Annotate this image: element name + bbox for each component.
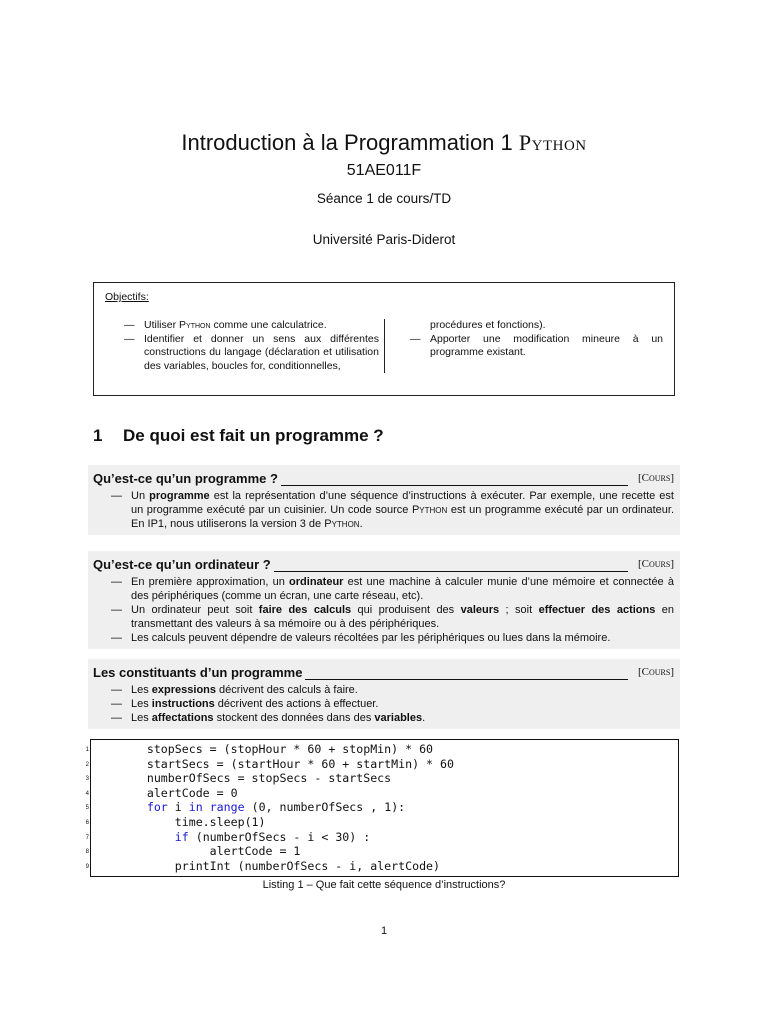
course-code: 51AE011F [346,162,422,179]
objective-item: — Utiliser Python comme une calculatrice. [124,319,327,331]
code-line: 1 stopSecs = (stopHour * 60 + stopMin) * 60 [91,742,433,757]
objective-item: — Apporter une modification mineure à un programme existant. [410,332,663,358]
block-header [93,665,674,683]
block-header [93,471,674,489]
document-title [0,130,768,156]
keyword: if [174,829,189,844]
code-line: 2 startSecs = (startHour * 60 + startMin) * 60 [91,757,454,772]
line-number: 1 [85,747,89,753]
objectives-label: Objectifs: [105,291,149,303]
keyword: for [146,800,168,815]
section-number: 1 [93,426,103,445]
block-tag: [Cours] [637,558,674,570]
bullet-item: — Un programme est la représentation d’une séquence d’instructions à exécuter. Par exemple, une recette est un programme exécuté par un cuisinier. Un code source Python est un programme exécuté par un ordinateur. En IP1, nous utiliserons la version 3 de Python. [111,490,675,530]
line-number: 4 [85,790,89,797]
section-heading [93,426,384,446]
line-number: 7 [85,834,89,841]
block-title: Qu’est-ce qu’un programme ? [93,471,281,486]
line-number: 9 [85,863,89,870]
code-line: 5 for i in range (0, numberOfSecs , 1): [91,800,405,815]
code-line: 8 alertCode = 1 [91,844,300,859]
block-title: Les constituants d’un programme [93,665,305,680]
block-tag: [Cours] [637,472,674,484]
cours-block-constituants [88,659,680,729]
bullet-item: — En première approximation, un ordinateur est une machine à calculer munie d’une mémoire et connectée à des périphériques (comme un écran, une carte réseau, etc). [111,576,674,602]
cours-block-ordinateur [88,551,680,649]
line-number: 8 [85,849,89,856]
bullet-item: — Les affectations stockent des données dans des variables. [111,712,426,724]
listing-caption: Listing 1 – Que fait cette séquence d’instructions? [262,879,506,891]
page-number: 1 [380,925,388,937]
line-number: 2 [85,761,89,768]
block-body [88,489,680,535]
block-tag: [Cours] [637,666,674,678]
block-body [88,683,680,729]
keyword: range [209,800,245,815]
code-line: 4 alertCode = 0 [91,786,238,801]
code-line: 6 time.sleep(1) [91,815,266,830]
code-line: 9 printInt (numberOfSecs - i, alertCode) [91,859,440,874]
block-title: Qu’est-ce qu’un ordinateur ? [93,557,274,572]
objectives-column-left [124,319,379,373]
section-title: De quoi est fait un programme ? [123,426,384,445]
line-number: 5 [85,805,89,812]
objective-item: — Identifier et donner un sens aux différentes constructions du langage (déclaration et utilisation des variables, boucles for, conditionnelles, [124,332,379,372]
block-body [88,575,680,649]
session-subtitle: Séance 1 de cours/TD [316,191,452,206]
bullet-item: — Les expressions décrivent des calculs à faire. [111,684,358,696]
cours-block-programme [88,465,680,535]
bullet-item: — Les calculs peuvent dépendre de valeurs récoltées par les périphériques ou lues dans la mémoire. [111,632,611,644]
block-header [93,557,674,575]
bullet-item: — Un ordinateur peut soit faire des calculs qui produisent des valeurs ; soit effectuer des actions en transmettant des valeurs à sa mémoire ou à des périphériques. [111,604,674,630]
bullet-item: — Les instructions décrivent des actions à effectuer. [111,698,379,710]
code-line: 7 if (numberOfSecs - i < 30) : [91,830,370,845]
title-python: Python [518,130,587,155]
objectives-box [93,282,675,396]
line-number: 3 [85,776,89,783]
code-line: 3 numberOfSecs = stopSecs - startSecs [91,771,391,786]
code-listing [85,739,679,877]
university-name: Université Paris-Diderot [312,232,456,247]
objectives-column-right [410,319,663,360]
keyword: in [188,800,203,815]
line-number: 6 [85,820,89,826]
title-main: Introduction à la Programmation 1 [181,130,513,155]
column-divider [384,319,385,373]
objective-continuation: procédures et fonctions). [430,319,546,331]
